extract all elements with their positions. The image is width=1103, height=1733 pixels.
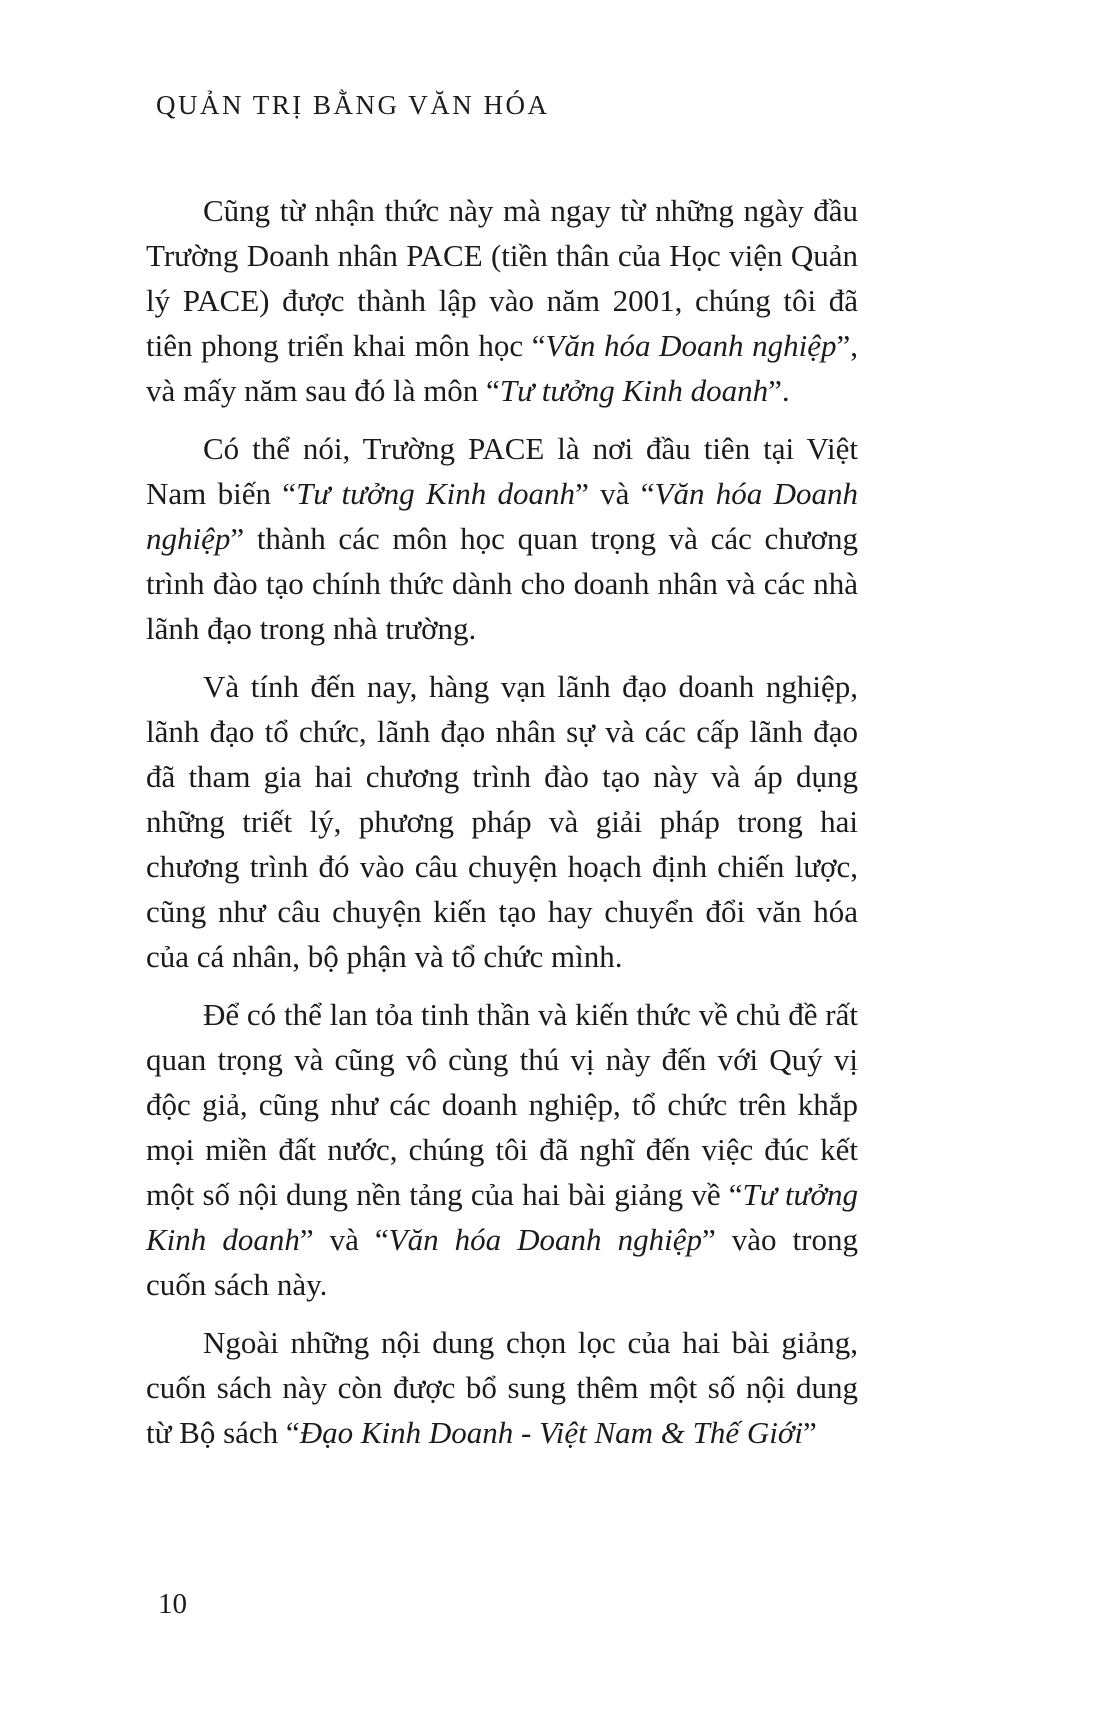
text-segment: ” thành các môn học quan trọng và các chương trình đào tạo chính thức dành cho doanh nhân và các nhà lãnh đạo trong nhà trường. xyxy=(146,521,858,646)
text-segment: Và tính đến nay, hàng vạn lãnh đạo doanh nghiệp, lãnh đạo tổ chức, lãnh đạo nhân sự và các cấp lãnh đạo đã tham gia hai chương trình đào tạo này và áp dụng những triết lý, phương pháp và giải pháp trong hai chương trình đó vào câu chuyện hoạch định chiến lược, cũng như câu chuyện kiến tạo hay chuyển đổi văn hóa của cá nhân, bộ phận và tổ chức mình. xyxy=(146,669,858,974)
text-segment: Để có thể lan tỏa tinh thần và kiến thức về chủ đề rất quan trọng và cũng vô cùng thú vị này đến với Quý vị độc giả, cũng như các doanh nghiệp, tổ chức trên khắp mọi miền đất nước, chúng tôi đã nghĩ đến việc đúc kết một số nội dung nền tảng của hai bài giảng về “ xyxy=(146,997,858,1212)
course-title-italic: Đạo Kinh Doanh - Việt Nam & Thế Giới xyxy=(299,1415,804,1450)
text-segment: Có thể nói, Trường PACE là nơi đầu tiên tại Việt Nam biến “ xyxy=(146,431,858,511)
paragraph xyxy=(146,1320,858,1455)
text-segment: ”, và mấy năm sau đó là môn “ xyxy=(146,328,858,408)
text-segment: Ngoài những nội dung chọn lọc của hai bài giảng, cuốn sách này còn được bổ sung thêm một số nội dung từ Bộ sách “ xyxy=(146,1325,858,1450)
text-segment: ” xyxy=(803,1415,817,1450)
paragraph xyxy=(146,992,858,1307)
course-title-italic: Văn hóa Doanh nghiệp xyxy=(545,328,837,363)
course-title-italic: Tư tưởng Kinh doanh xyxy=(499,373,769,408)
page-number: 10 xyxy=(158,1588,187,1620)
paragraph xyxy=(146,426,858,651)
body-text xyxy=(146,188,858,1455)
text-segment: ”. xyxy=(768,373,790,408)
text-segment: Cũng từ nhận thức này mà ngay từ những ngày đầu Trường Doanh nhân PACE (tiền thân của Học viện Quản lý PACE) được thành lập vào năm 2001, chúng tôi đã tiên phong triển khai môn học “ xyxy=(146,193,858,363)
course-title-italic: Văn hóa Doanh nghiệp xyxy=(146,476,859,556)
course-title-italic: Tư tưởng Kinh doanh xyxy=(146,1177,859,1257)
course-title-italic: Tư tưởng Kinh doanh xyxy=(296,476,576,511)
text-segment: ” và “ xyxy=(299,1222,389,1257)
paragraph xyxy=(146,188,858,413)
course-title-italic: Văn hóa Doanh nghiệp xyxy=(388,1222,702,1257)
running-header: QUẢN TRỊ BẰNG VĂN HÓA xyxy=(156,90,550,120)
text-segment: ” và “ xyxy=(575,476,655,511)
text-segment: ” vào trong cuốn sách này. xyxy=(146,1222,858,1302)
paragraph xyxy=(146,664,858,979)
